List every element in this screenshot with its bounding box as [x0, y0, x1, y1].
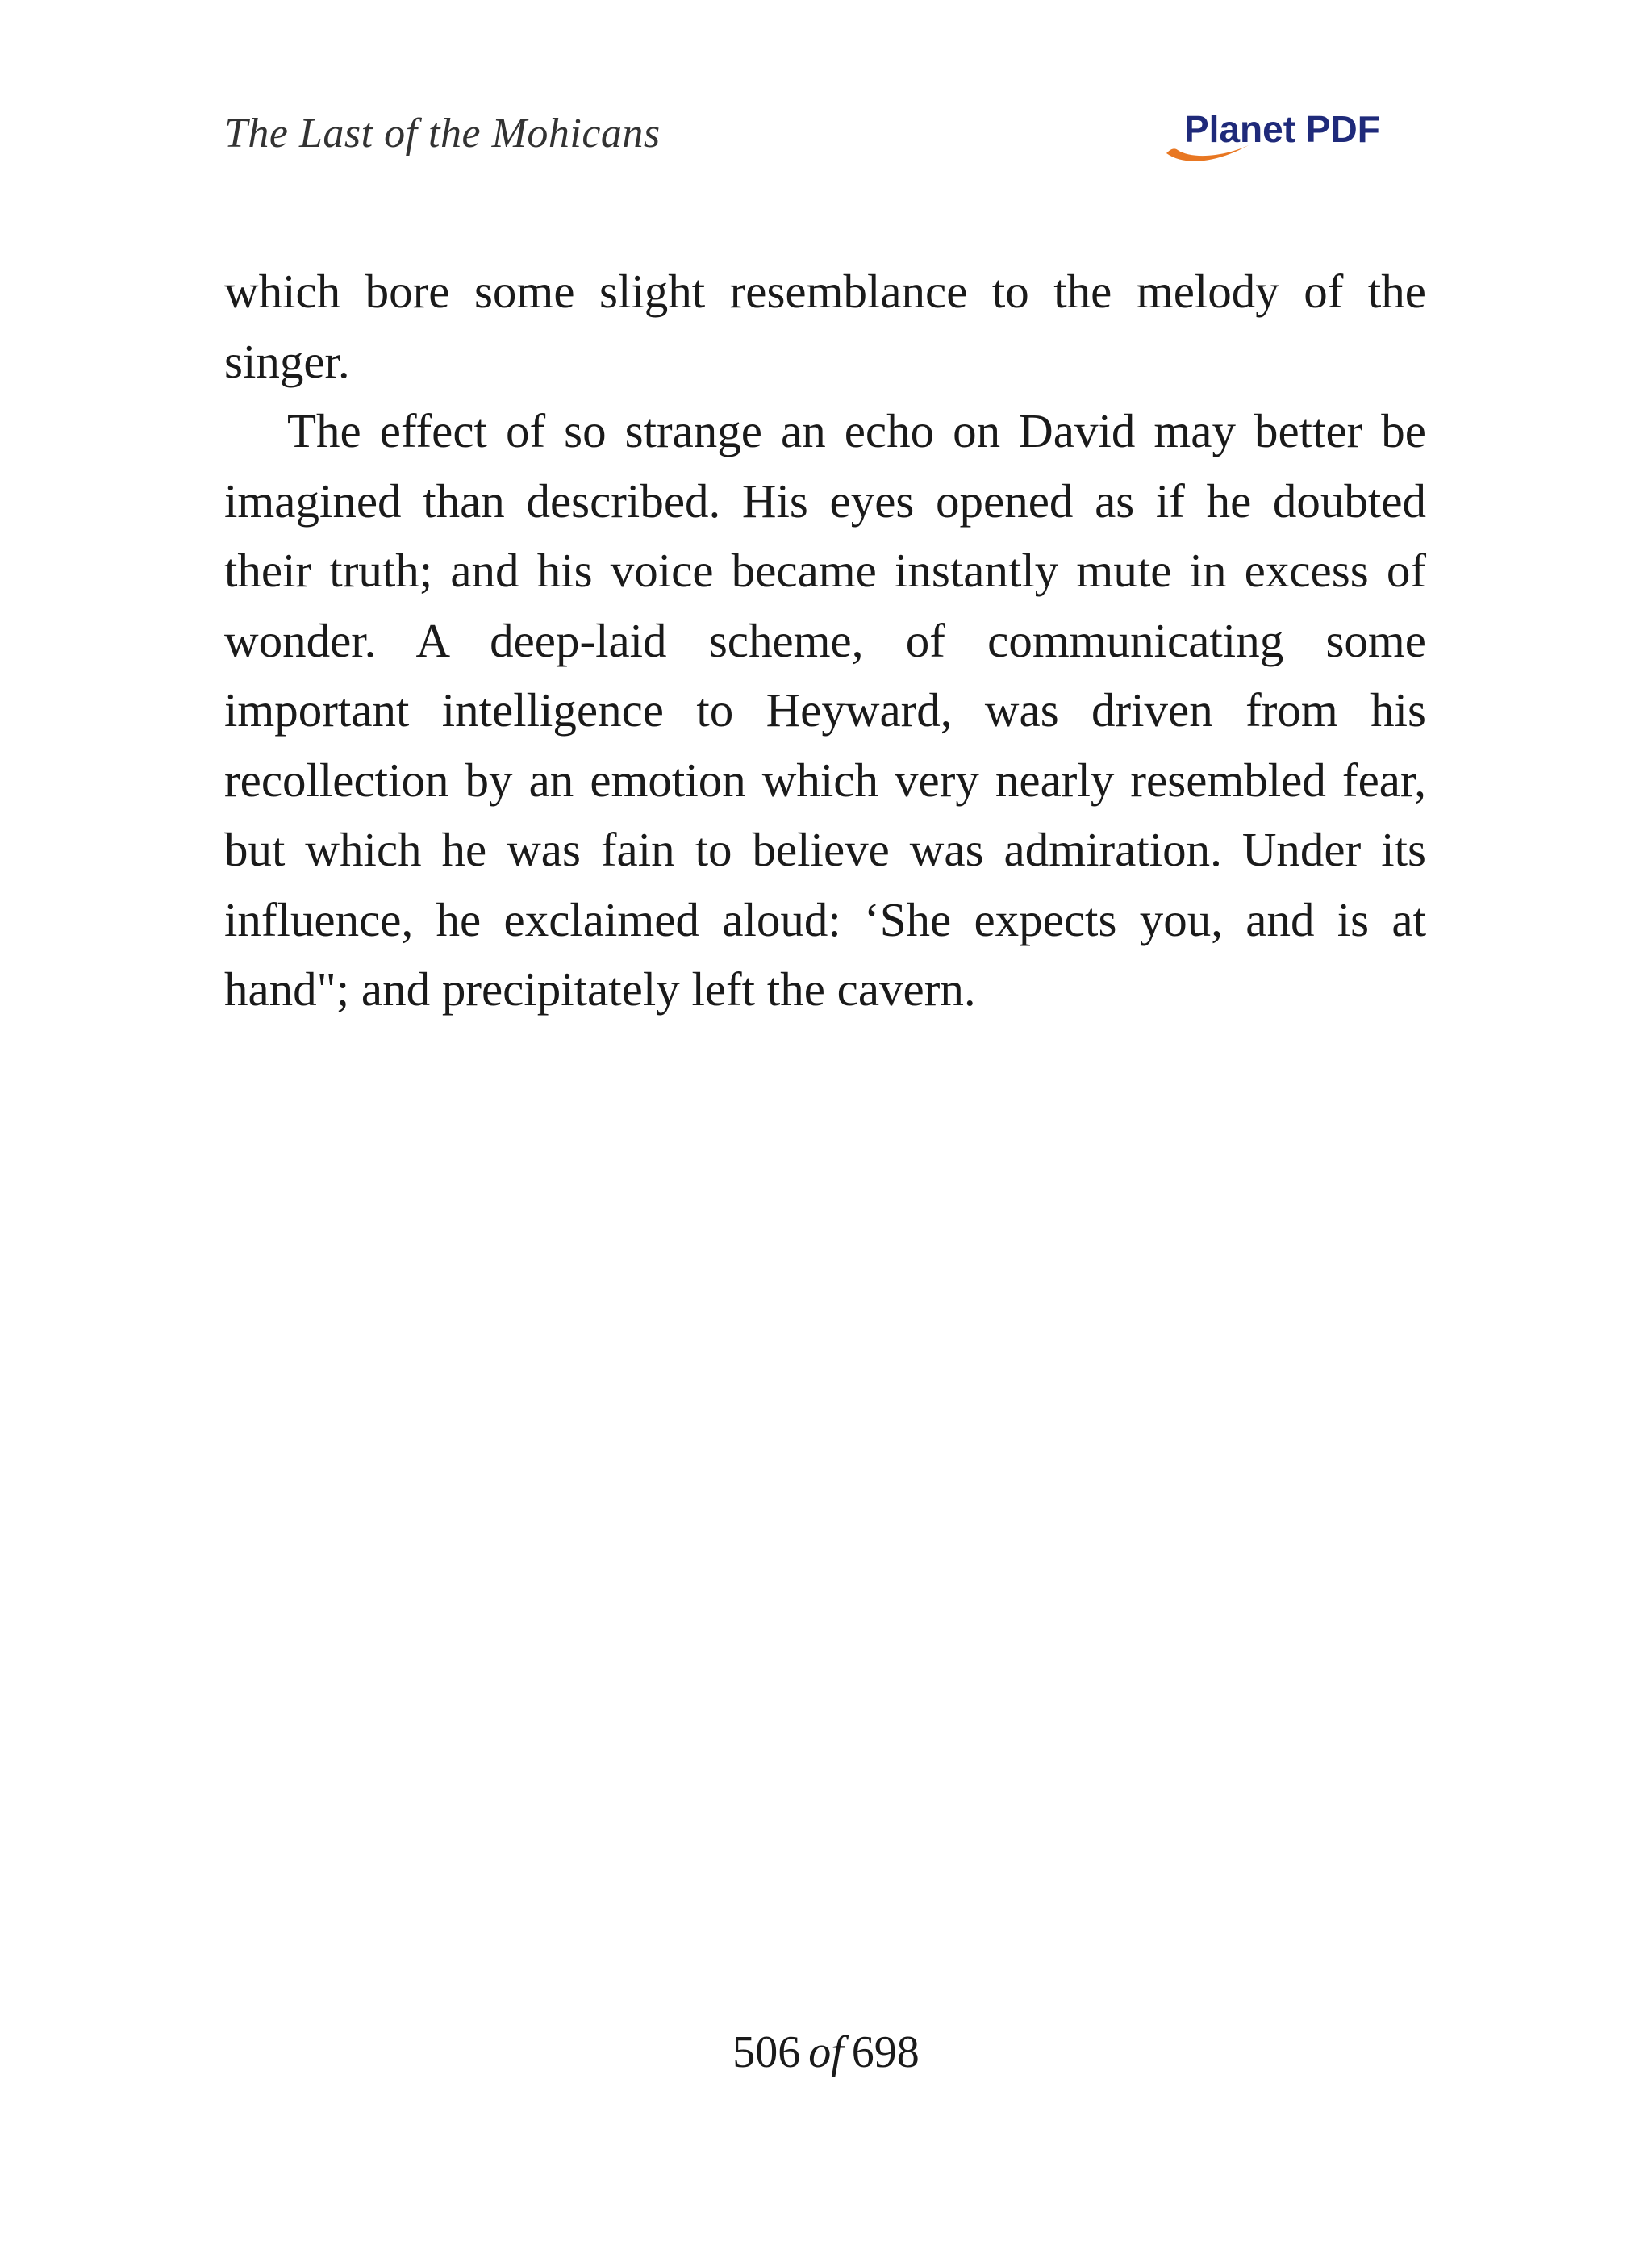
paragraph-continuation: which bore some slight resemblance to the melody of the singer. — [224, 265, 1426, 388]
planet-pdf-logo — [1160, 103, 1418, 166]
book-title: The Last of the Mohicans — [224, 111, 661, 157]
total-pages: 698 — [851, 2027, 920, 2077]
page-number — [0, 2027, 1652, 2078]
paragraph: The effect of so strange an echo on David may better be imagined than described. His eyes opened as if he doubted their truth; and his voice became instantly mute in excess of wonder. A deep-laid scheme, of communicating some important intelligence to Heyward, was driven from his recollection by an emotion which very nearly resembled fear, but which he was fain to believe was admiration. Under its influence, he exclaimed aloud: ‘She expects you, and is at hand"; and precipitately left the cavern. — [224, 404, 1426, 1016]
planet-pdf-logo-graphic — [1160, 103, 1418, 166]
page-header — [224, 103, 1426, 168]
current-page: 506 — [732, 2027, 801, 2077]
body-text — [224, 257, 1426, 1025]
of-label: of — [808, 2027, 844, 2077]
logo-text: Planet PDF — [1184, 108, 1380, 150]
